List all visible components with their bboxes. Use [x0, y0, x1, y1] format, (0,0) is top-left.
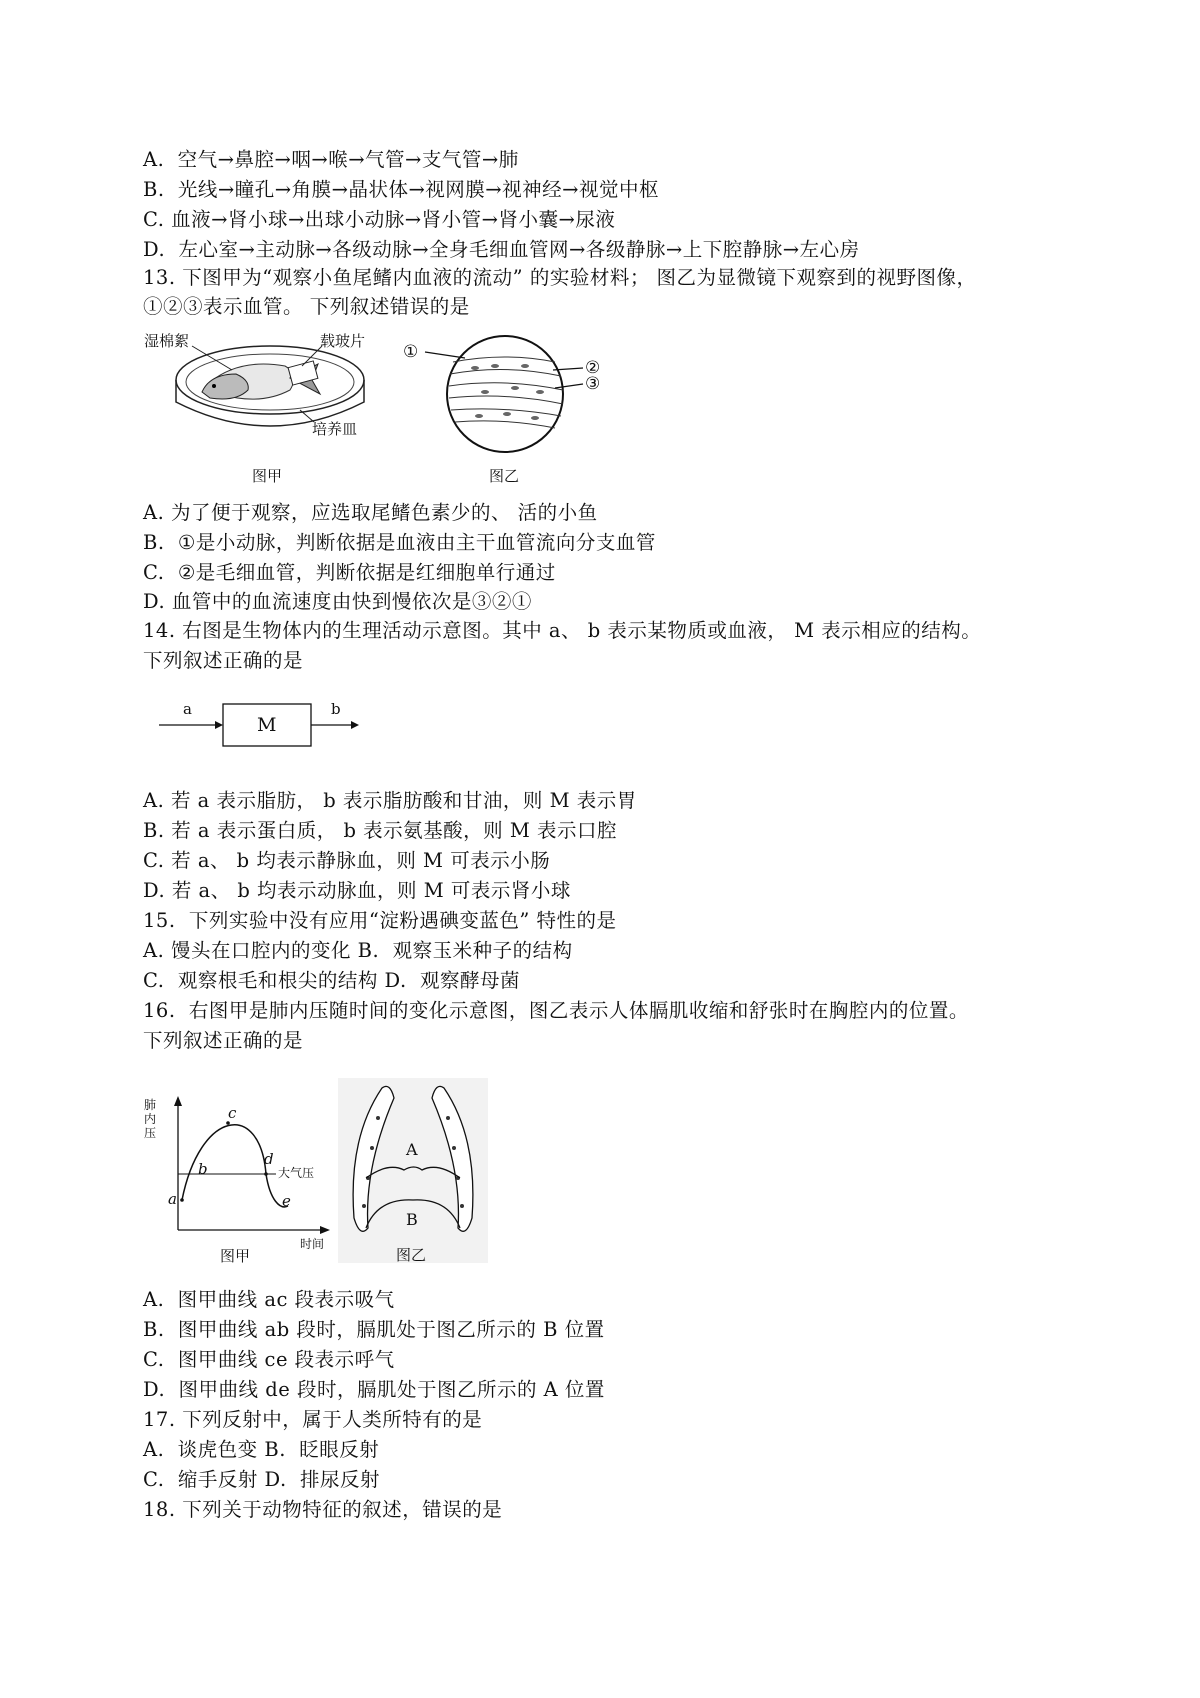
q18-stem: 18. 下列关于动物特征的叙述，错误的是: [143, 1498, 503, 1521]
point-a: a: [168, 1190, 177, 1208]
q16-stem-line-1: 16. 右图甲是肺内压随时间的变化示意图，图乙表示人体膈肌收缩和舒张时在胸腔内的位置。: [143, 999, 969, 1022]
point-b: b: [198, 1160, 208, 1178]
q16-option-b: B. 图甲曲线 ab 段时，膈肌处于图乙所示的 B 位置: [143, 1318, 605, 1341]
q16-figure-yi: [338, 1078, 488, 1263]
q14-stem-line-2: 下列叙述正确的是: [143, 649, 304, 672]
flow-input-a: a: [183, 700, 192, 718]
x-axis-label: 时间: [300, 1237, 325, 1251]
caption-fig-yi: 图乙: [489, 467, 520, 485]
q13-figure-yi: [395, 332, 615, 490]
flow-output-b: b: [331, 700, 341, 718]
q12-option-b: B. 光线→瞳孔→角膜→晶状体→视网膜→视神经→视觉中枢: [143, 178, 659, 201]
q13-option-c: C. ②是毛细血管，判断依据是红细胞单行通过: [143, 561, 556, 584]
point-e: e: [282, 1192, 291, 1210]
q14-option-a: A. 若 a 表示脂肪， b 表示脂肪酸和甘油，则 M 表示胃: [143, 789, 637, 812]
q13-figure-jia: [140, 330, 380, 490]
q12-option-a: A. 空气→鼻腔→咽→喉→气管→支气管→肺: [143, 148, 519, 171]
point-c: c: [228, 1104, 237, 1122]
y-axis-label: 肺内压: [144, 1098, 157, 1140]
q13-stem-line-1: 13. 下图甲为“观察小鱼尾鳍内血液的流动” 的实验材料； 图乙为显微镜下观察到的视野图像，: [143, 266, 977, 289]
diaphragm-label-a: A: [406, 1140, 418, 1159]
label-petri-dish: 培养皿: [312, 420, 358, 438]
q15-options-ab: A. 馒头在口腔内的变化 B. 观察玉米种子的结构: [143, 939, 573, 962]
label-wet-cotton: 湿棉絮: [144, 332, 190, 350]
diaphragm-label-b: B: [406, 1210, 418, 1229]
caption-fig16-jia: 图甲: [220, 1247, 251, 1265]
q14-stem-line-1: 14. 右图是生物体内的生理活动示意图。其中 a、 b 表示某物质或血液， M 表示相应的结构。: [143, 619, 982, 642]
label-glass-slide: 载玻片: [320, 332, 366, 350]
vessel-mark-3: ③: [585, 374, 601, 394]
flow-box-m: M: [257, 714, 277, 736]
point-d: d: [264, 1150, 274, 1168]
q15-stem: 15. 下列实验中没有应用“淀粉遇碘变蓝色” 特性的是: [143, 909, 617, 932]
q17-stem: 17. 下列反射中，属于人类所特有的是: [143, 1408, 483, 1431]
q17-options-ab: A. 谈虎色变 B. 眨眼反射: [143, 1438, 380, 1461]
q12-option-c: C. 血液→肾小球→出球小动脉→肾小管→肾小囊→尿液: [143, 208, 616, 231]
q13-option-b: B. ①是小动脉，判断依据是血液由主干血管流向分支血管: [143, 531, 656, 554]
q16-figure-jia: [140, 1090, 340, 1265]
caption-fig16-yi: 图乙: [396, 1246, 427, 1264]
caption-fig-jia: 图甲: [252, 467, 283, 485]
q15-options-cd: C. 观察根毛和根尖的结构 D. 观察酵母菌: [143, 969, 521, 992]
q16-stem-line-2: 下列叙述正确的是: [143, 1029, 304, 1052]
q13-option-a: A. 为了便于观察，应选取尾鳍色素少的、 活的小鱼: [143, 501, 598, 524]
q14-option-b: B. 若 a 表示蛋白质， b 表示氨基酸，则 M 表示口腔: [143, 819, 617, 842]
q16-option-a: A. 图甲曲线 ac 段表示吸气: [143, 1288, 395, 1311]
vessel-mark-2: ②: [585, 358, 601, 378]
q14-option-c: C. 若 a、 b 均表示静脉血，则 M 可表示小肠: [143, 849, 551, 872]
q12-option-d: D. 左心室→主动脉→各级动脉→全身毛细血管网→各级静脉→上下腔静脉→左心房: [143, 238, 860, 261]
vessel-mark-1: ①: [403, 342, 419, 362]
q13-option-d: D. 血管中的血流速度由快到慢依次是③②①: [143, 590, 532, 613]
q13-stem-line-2: ①②③表示血管。 下列叙述错误的是: [143, 295, 470, 318]
diaphragm-drawing: [338, 1078, 488, 1263]
q17-options-cd: C. 缩手反射 D. 排尿反射: [143, 1468, 381, 1491]
q16-option-c: C. 图甲曲线 ce 段表示呼气: [143, 1348, 395, 1371]
q14-option-d: D. 若 a、 b 均表示动脉血，则 M 可表示肾小球: [143, 879, 571, 902]
q14-flow-diagram: [155, 700, 365, 750]
q16-option-d: D. 图甲曲线 de 段时，膈肌处于图乙所示的 A 位置: [143, 1378, 605, 1401]
baseline-label: 大气压: [278, 1166, 315, 1180]
